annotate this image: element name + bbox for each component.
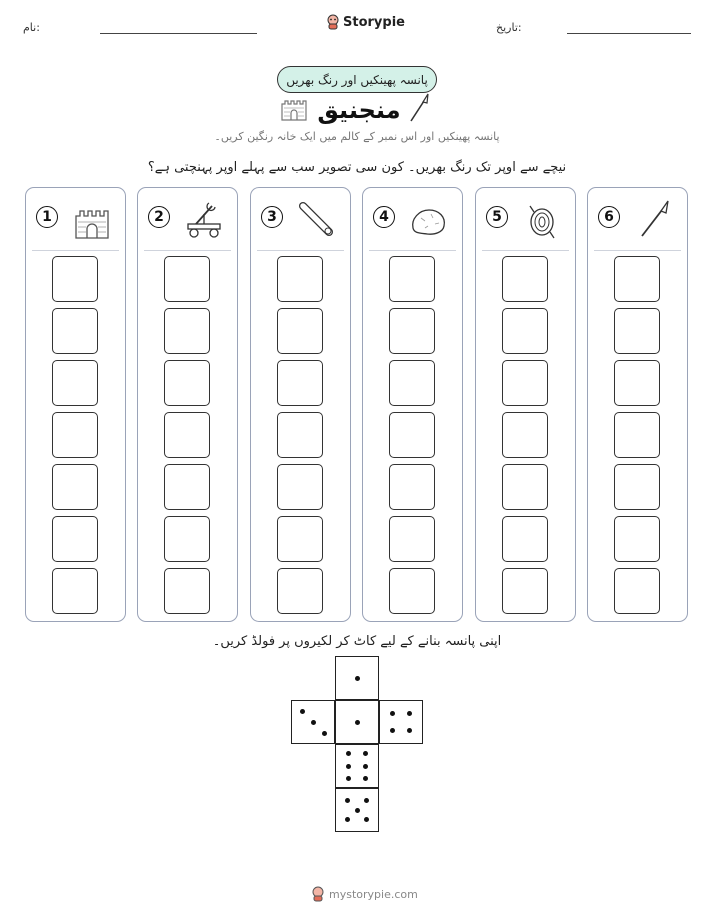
dice-pip [407,711,412,716]
color-cell[interactable] [502,568,548,614]
spear-icon [632,198,676,242]
dice-pip [345,798,350,803]
color-cell[interactable] [389,516,435,562]
dice-pip [346,776,351,781]
column-divider [594,250,681,251]
color-cell[interactable] [614,464,660,510]
color-cell[interactable] [389,360,435,406]
color-cell[interactable] [614,412,660,458]
column-1 [25,187,126,622]
color-cell[interactable] [277,464,323,510]
color-cell[interactable] [389,568,435,614]
boulder-icon [407,198,451,242]
color-cell[interactable] [502,360,548,406]
castle-icon [280,95,308,121]
column-4 [362,187,463,622]
color-cell[interactable] [164,516,210,562]
color-cell[interactable] [502,256,548,302]
dice-pip [355,720,360,725]
dice-pip [407,728,412,733]
wooden-beam-icon [295,198,339,242]
rope-coil-icon [520,198,564,242]
color-cell[interactable] [614,308,660,354]
color-cell[interactable] [502,516,548,562]
column-6 [587,187,688,622]
color-cell[interactable] [277,568,323,614]
dice-pip [363,751,368,756]
name-label: نام: [23,21,40,34]
dice-face-6 [335,744,379,788]
column-number: 3 [261,206,283,228]
brand-logo [326,14,405,30]
color-cell[interactable] [52,256,98,302]
dice-pip [345,817,350,822]
dice-face-4 [379,700,423,744]
color-cell[interactable] [52,360,98,406]
color-cell[interactable] [502,464,548,510]
column-2 [137,187,238,622]
dice-instruction: اپنی پانسہ بنانے کے لیے کاٹ کر لکیروں پر فولڈ کریں۔ [212,634,502,649]
footer [311,886,418,902]
dice-pip [346,764,351,769]
name-line[interactable] [100,33,257,34]
catapult-icon [182,198,226,242]
activity-badge: پانسہ پھینکیں اور رنگ بھریں [277,66,437,93]
column-number: 5 [486,206,508,228]
color-cell[interactable] [389,412,435,458]
color-cell[interactable] [164,256,210,302]
color-cell[interactable] [164,412,210,458]
color-cell[interactable] [502,412,548,458]
column-divider [257,250,344,251]
dice-pip [311,720,316,725]
color-cell[interactable] [389,464,435,510]
dice-face-1 [335,700,379,744]
color-cell[interactable] [614,516,660,562]
column-divider [369,250,456,251]
question-text: نیچے سے اوپر تک رنگ بھریں۔ کون سی تصویر سب سے پہلے اوپر پہنچتی ہے؟ [147,160,567,175]
column-5 [475,187,576,622]
dice-pip [364,817,369,822]
dice-pip [300,709,305,714]
color-cell[interactable] [164,308,210,354]
color-cell[interactable] [164,464,210,510]
column-divider [482,250,569,251]
dice-face-3 [291,700,335,744]
date-line[interactable] [567,33,691,34]
column-number: 4 [373,206,395,228]
color-cell[interactable] [52,308,98,354]
dice-pip [355,808,360,813]
color-cell[interactable] [52,464,98,510]
column-divider [32,250,119,251]
color-cell[interactable] [389,308,435,354]
color-cell[interactable] [614,568,660,614]
color-cell[interactable] [277,256,323,302]
page-title: منجنیق [317,96,401,124]
dice-pip [390,728,395,733]
brand-name: Storypie [343,14,405,30]
color-cell[interactable] [164,568,210,614]
subtitle: پانسہ پھینکیں اور اس نمبر کے کالم میں ایک خانہ رنگین کریں۔ [214,130,500,143]
color-cell[interactable] [277,360,323,406]
storypie-mascot-icon [326,14,340,30]
color-cell[interactable] [502,308,548,354]
dice-pip [363,776,368,781]
dice-pip [322,731,327,736]
dice-pip [346,751,351,756]
column-number: 1 [36,206,58,228]
dice-pip [364,798,369,803]
dice-pip [363,764,368,769]
color-cell[interactable] [614,256,660,302]
color-cell[interactable] [52,568,98,614]
color-cell[interactable] [389,256,435,302]
color-cell[interactable] [277,516,323,562]
color-cell[interactable] [277,412,323,458]
dice-face-1 [335,656,379,700]
footer-url: mystorypie.com [329,887,418,901]
spear-icon [408,93,430,123]
column-number: 6 [598,206,620,228]
color-cell[interactable] [52,516,98,562]
column-number: 2 [148,206,170,228]
dice-pip [355,676,360,681]
date-label: تاریخ: [496,21,522,34]
column-divider [144,250,231,251]
column-3 [250,187,351,622]
dice-pip [390,711,395,716]
color-cell[interactable] [164,360,210,406]
storypie-mascot-icon [311,886,325,902]
dice-face-5 [335,788,379,832]
color-cell[interactable] [52,412,98,458]
color-cell[interactable] [277,308,323,354]
castle-icon [70,198,114,242]
color-cell[interactable] [614,360,660,406]
